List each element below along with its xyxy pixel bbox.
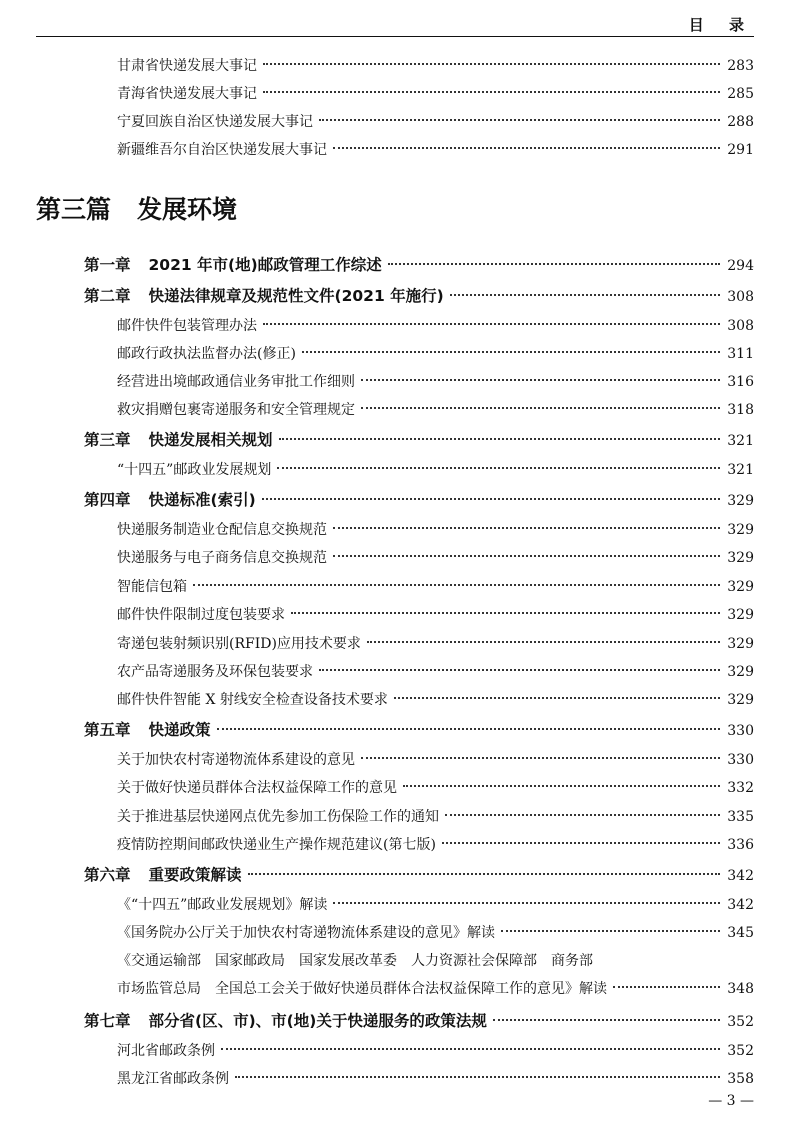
chapter-number: 第七章 <box>84 1012 131 1030</box>
toc-entry[interactable] <box>117 139 754 159</box>
toc-entry[interactable] <box>117 604 754 624</box>
toc-entry[interactable] <box>117 834 754 854</box>
toc-entry-page: 330 <box>727 752 754 768</box>
part-label: 第三篇 <box>36 195 112 224</box>
chapter-title: 快递政策 <box>148 721 211 739</box>
toc-entry-title: 寄递包装射频识别(RFID)应用技术要求 <box>117 636 361 652</box>
leader-dots <box>333 527 720 529</box>
toc-entry-title: 河北省邮政条例 <box>117 1043 215 1059</box>
leader-dots <box>263 323 720 325</box>
toc-entry[interactable] <box>117 343 754 363</box>
toc-entry[interactable] <box>117 55 754 75</box>
toc-entry-title: 救灾捐赠包裹寄递服务和安全管理规定 <box>117 402 355 418</box>
chapter-number: 第四章 <box>84 491 131 509</box>
leader-dots <box>361 757 720 759</box>
toc-entry[interactable] <box>117 1068 754 1088</box>
toc-entry-page: 352 <box>727 1043 754 1059</box>
toc-entry-title: 甘肃省快递发展大事记 <box>117 58 257 74</box>
header-rule <box>36 36 754 37</box>
toc-entry[interactable] <box>117 399 754 419</box>
toc-entry-title: 宁夏回族自治区快递发展大事记 <box>117 114 313 130</box>
chapter-number: 第五章 <box>84 721 131 739</box>
running-header-title: 目 录 <box>688 16 754 34</box>
toc-entry[interactable] <box>117 371 754 391</box>
toc-entry[interactable] <box>117 661 754 681</box>
leader-dots <box>302 351 720 353</box>
chapter-title: 快递法律规章及规范性文件(2021 年施行) <box>148 287 444 305</box>
leader-dots <box>193 584 720 586</box>
toc-entry-title: 《国务院办公厅关于加快农村寄递物流体系建设的意见》解读 <box>117 925 495 941</box>
leader-dots <box>291 612 720 614</box>
toc-entry-title: 邮件快件限制过度包装要求 <box>117 607 285 623</box>
toc-entry-page: 342 <box>727 868 754 884</box>
toc-chapter[interactable] <box>84 718 754 740</box>
toc-entry[interactable] <box>117 749 754 769</box>
toc-entry-title: 邮件快件智能 X 射线安全检查设备技术要求 <box>117 692 388 708</box>
leader-dots <box>501 930 720 932</box>
toc-entry-title: 新疆维吾尔自治区快递发展大事记 <box>117 142 327 158</box>
part-heading <box>36 190 237 226</box>
leader-dots <box>263 91 720 93</box>
leader-dots <box>388 263 720 265</box>
leader-dots <box>394 697 720 699</box>
toc-entry[interactable] <box>117 689 754 709</box>
leader-dots <box>361 407 720 409</box>
toc-entry-page: 294 <box>727 258 754 274</box>
toc-entry-title: 智能信包箱 <box>117 579 187 595</box>
chapter-number: 第三章 <box>84 431 131 449</box>
toc-entry-page: 342 <box>727 897 754 913</box>
toc-chapter[interactable] <box>84 253 754 275</box>
leader-dots <box>319 119 720 121</box>
chapter-title: 2021 年市(地)邮政管理工作综述 <box>148 256 382 274</box>
toc-entry-page: 336 <box>727 837 754 853</box>
toc-entry-page: 330 <box>727 723 754 739</box>
toc-entry-title: 黑龙江省邮政条例 <box>117 1071 229 1087</box>
leader-dots <box>319 669 720 671</box>
toc-chapter[interactable] <box>84 1009 754 1031</box>
toc-entry-title-line1[interactable]: 《交通运输部 国家邮政局 国家发展改革委 人力资源社会保障部 商务部 <box>117 953 593 969</box>
toc-entry[interactable] <box>117 519 754 539</box>
leader-dots <box>333 902 720 904</box>
toc-entry-page: 329 <box>727 636 754 652</box>
leader-dots <box>493 1019 720 1021</box>
toc-entry-title: 农产品寄递服务及环保包装要求 <box>117 664 313 680</box>
leader-dots <box>279 438 720 440</box>
toc-entry[interactable] <box>117 315 754 335</box>
leader-dots <box>445 814 720 816</box>
toc-entry-page: 318 <box>727 402 754 418</box>
toc-entry-title: 青海省快递发展大事记 <box>117 86 257 102</box>
toc-entry[interactable] <box>117 83 754 103</box>
toc-entry[interactable] <box>117 894 754 914</box>
toc-chapter[interactable] <box>84 488 754 510</box>
toc-entry-page: 352 <box>727 1014 754 1030</box>
leader-dots <box>277 467 720 469</box>
toc-entry[interactable] <box>117 777 754 797</box>
toc-entry-title: 关于加快农村寄递物流体系建设的意见 <box>117 752 355 768</box>
toc-chapter[interactable] <box>84 428 754 450</box>
leader-dots <box>263 63 720 65</box>
leader-dots <box>367 641 720 643</box>
chapter-number: 第二章 <box>84 287 131 305</box>
toc-entry[interactable] <box>117 922 754 942</box>
toc-entry-title: 快递服务与电子商务信息交换规范 <box>117 550 327 566</box>
toc-chapter[interactable] <box>84 863 754 885</box>
toc-entry-page: 285 <box>727 86 754 102</box>
toc-entry[interactable] <box>117 1040 754 1060</box>
toc-entry[interactable] <box>117 111 754 131</box>
toc-entry[interactable] <box>117 459 754 479</box>
toc-entry-title: 疫情防控期间邮政快递业生产操作规范建议(第七版) <box>117 837 436 853</box>
page-number: — 3 — <box>708 1093 754 1109</box>
toc-entry[interactable] <box>117 547 754 567</box>
leader-dots <box>248 873 720 875</box>
toc-entry-page: 329 <box>727 607 754 623</box>
toc-entry-title-line2: 市场监管总局 全国总工会关于做好快递员群体合法权益保障工作的意见》解读 <box>117 981 607 997</box>
toc-entry-page: 335 <box>727 809 754 825</box>
leader-dots <box>333 147 720 149</box>
toc-chapter[interactable] <box>84 284 754 306</box>
chapter-title: 快递标准(索引) <box>148 491 256 509</box>
toc-entry-page: 358 <box>727 1071 754 1087</box>
toc-entry-page: 311 <box>727 346 754 362</box>
toc-entry-page: 329 <box>727 550 754 566</box>
toc-entry[interactable] <box>117 806 754 826</box>
leader-dots <box>217 728 720 730</box>
toc-entry-title: “十四五”邮政业发展规划 <box>117 462 272 478</box>
leader-dots <box>361 379 720 381</box>
toc-entry-page: 332 <box>727 780 754 796</box>
toc-entry[interactable] <box>117 576 754 596</box>
toc-entry-page: 283 <box>727 58 754 74</box>
leader-dots <box>442 842 720 844</box>
chapter-title: 快递发展相关规划 <box>148 431 273 449</box>
toc-entry-page: 316 <box>727 374 754 390</box>
leader-dots <box>403 785 720 787</box>
toc-entry-page: 288 <box>727 114 754 130</box>
chapter-number: 第六章 <box>84 866 131 884</box>
toc-entry-page: 291 <box>727 142 754 158</box>
toc-entry-page: 348 <box>727 981 754 997</box>
toc-entry-page: 308 <box>727 318 754 334</box>
toc-entry-title: 《“十四五”邮政业发展规划》解读 <box>117 897 328 913</box>
leader-dots <box>221 1048 720 1050</box>
toc-entry[interactable] <box>117 633 754 653</box>
leader-dots <box>235 1076 720 1078</box>
toc-entry-title: 经营进出境邮政通信业务审批工作细则 <box>117 374 355 390</box>
chapter-title: 重要政策解读 <box>148 866 242 884</box>
part-title: 发展环境 <box>137 195 238 224</box>
toc-entry-page: 321 <box>727 433 754 449</box>
toc-entry-title: 快递服务制造业仓配信息交换规范 <box>117 522 327 538</box>
toc-entry-title: 邮件快件包装管理办法 <box>117 318 257 334</box>
toc-entry-page: 329 <box>727 579 754 595</box>
toc-entry-page: 329 <box>727 692 754 708</box>
leader-dots <box>333 555 720 557</box>
toc-entry[interactable] <box>117 978 754 998</box>
toc-entry-title: 关于做好快递员群体合法权益保障工作的意见 <box>117 780 397 796</box>
toc-entry-page: 345 <box>727 925 754 941</box>
toc-entry-page: 329 <box>727 664 754 680</box>
toc-entry-title: 关于推进基层快递网点优先参加工伤保险工作的通知 <box>117 809 439 825</box>
leader-dots <box>450 294 720 296</box>
toc-entry-page: 308 <box>727 289 754 305</box>
toc-entry-page: 329 <box>727 493 754 509</box>
leader-dots <box>613 986 720 988</box>
chapter-number: 第一章 <box>84 256 131 274</box>
toc-entry-page: 321 <box>727 462 754 478</box>
chapter-title: 部分省(区、市)、市(地)关于快递服务的政策法规 <box>148 1012 487 1030</box>
leader-dots <box>262 498 720 500</box>
toc-entry-title: 邮政行政执法监督办法(修正) <box>117 346 296 362</box>
toc-entry-page: 329 <box>727 522 754 538</box>
